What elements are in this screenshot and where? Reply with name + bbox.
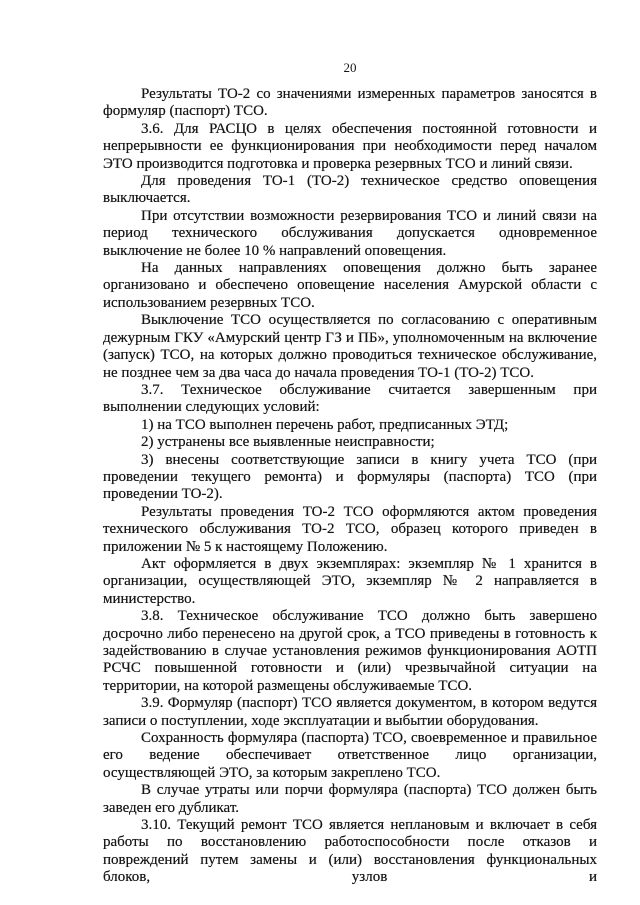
list-item: 3) внесены соответствующие записи в книгу учета ТСО (при проведении текущего ремонта) и формуляры (паспорта) ТСО (при проведении ТО-2). [103, 451, 597, 503]
list-item: 1) на ТСО выполнен перечень работ, предписанных ЭТД; [141, 416, 509, 433]
page-number: 20 [343, 60, 357, 75]
list-item: 2) устранены все выявленные неисправности; [141, 434, 435, 451]
paragraph-section-3-9: 3.9. Формуляр (паспорт) ТСО является документом, в котором ведутся записи о поступлении, ходе эксплуатации и выбытии оборудования. [103, 695, 597, 729]
paragraph-act-results: Результаты проведения ТО-2 ТСО оформляются актом проведения технического обслуживания ТО-2 ТСО, образец которого приведен в приложении № 5 к настоящему Положению. [103, 503, 597, 555]
paragraph-section-3-6: 3.6. Для РАСЦО в целях обеспечения постоянной готовности и непрерывности ее функционирования при необходимости перед началом ЭТО производится подготовка и проверка резервных ТСО и линий связи. [103, 120, 597, 172]
paragraph-no-reserve: При отсутствии возможности резервирования ТСО и линий связи на период технического обслуживания допускается одновременное выключение не более 10 % направлений оповещения. [103, 207, 597, 259]
paragraph-act-copies: Акт оформляется в двух экземплярах: экземпляр № 1 хранится в организации, осуществляющей ЭТО, экземпляр № 2 направляется в министерство. [103, 555, 597, 607]
paragraph-switch-off-approval: Выключение ТСО осуществляется по согласованию с оперативным дежурным ГКУ «Амурский центр ГЗ и ПБ», уполномоченным на включение (запуск) ТСО, на которых должно проводиться техническое обслуживание, не позднее чем за два часа до начала проведения ТО-1 (ТО-2) ТСО. [103, 312, 597, 381]
paragraph-logbook-safekeeping: Сохранность формуляра (паспорта) ТСО, своевременное и правильное его ведение обеспечивает ответственное лицо организации, осуществляющей ЭТО, за которым закреплено ТСО. [103, 730, 597, 781]
document-body [103, 86, 597, 887]
paragraph-switch-off: Для проведения ТО-1 (ТО-2) техническое средство оповещения выключается. [103, 173, 597, 207]
paragraph-section-3-10: 3.10. Текущий ремонт ТСО является неплановым и включает в себя работы по восстановлению работоспособности после отказов и повреждений путем замены и (или) восстановления функциональных блоков, узлов и [103, 817, 597, 886]
paragraph-results-to2: Результаты ТО-2 со значениями измеренных параметров заносятся в формуляр (паспорт) ТСО. [103, 86, 597, 120]
paragraph-section-3-7: 3.7. Техническое обслуживание считается завершенным при выполнении следующих условий: [103, 381, 597, 416]
paragraph-reserve-warning: На данных направлениях оповещения должно быть заранее организовано и обеспечено оповещение населения Амурской области с использованием резервных ТСО. [103, 260, 597, 311]
paragraph-logbook-duplicate: В случае утраты или порчи формуляра (паспорта) ТСО должен быть заведен его дубликат. [103, 782, 597, 816]
paragraph-section-3-8: 3.8. Техническое обслуживание ТСО должно быть завершено досрочно либо перенесено на другой срок, а ТСО приведены в готовность к задействованию в случае установления режимов функционирования АОТП РСЧС повышенной готовности и (или) чрезвычайной ситуации на территории, на которой размещены обслуживаемые ТСО. [103, 608, 597, 694]
